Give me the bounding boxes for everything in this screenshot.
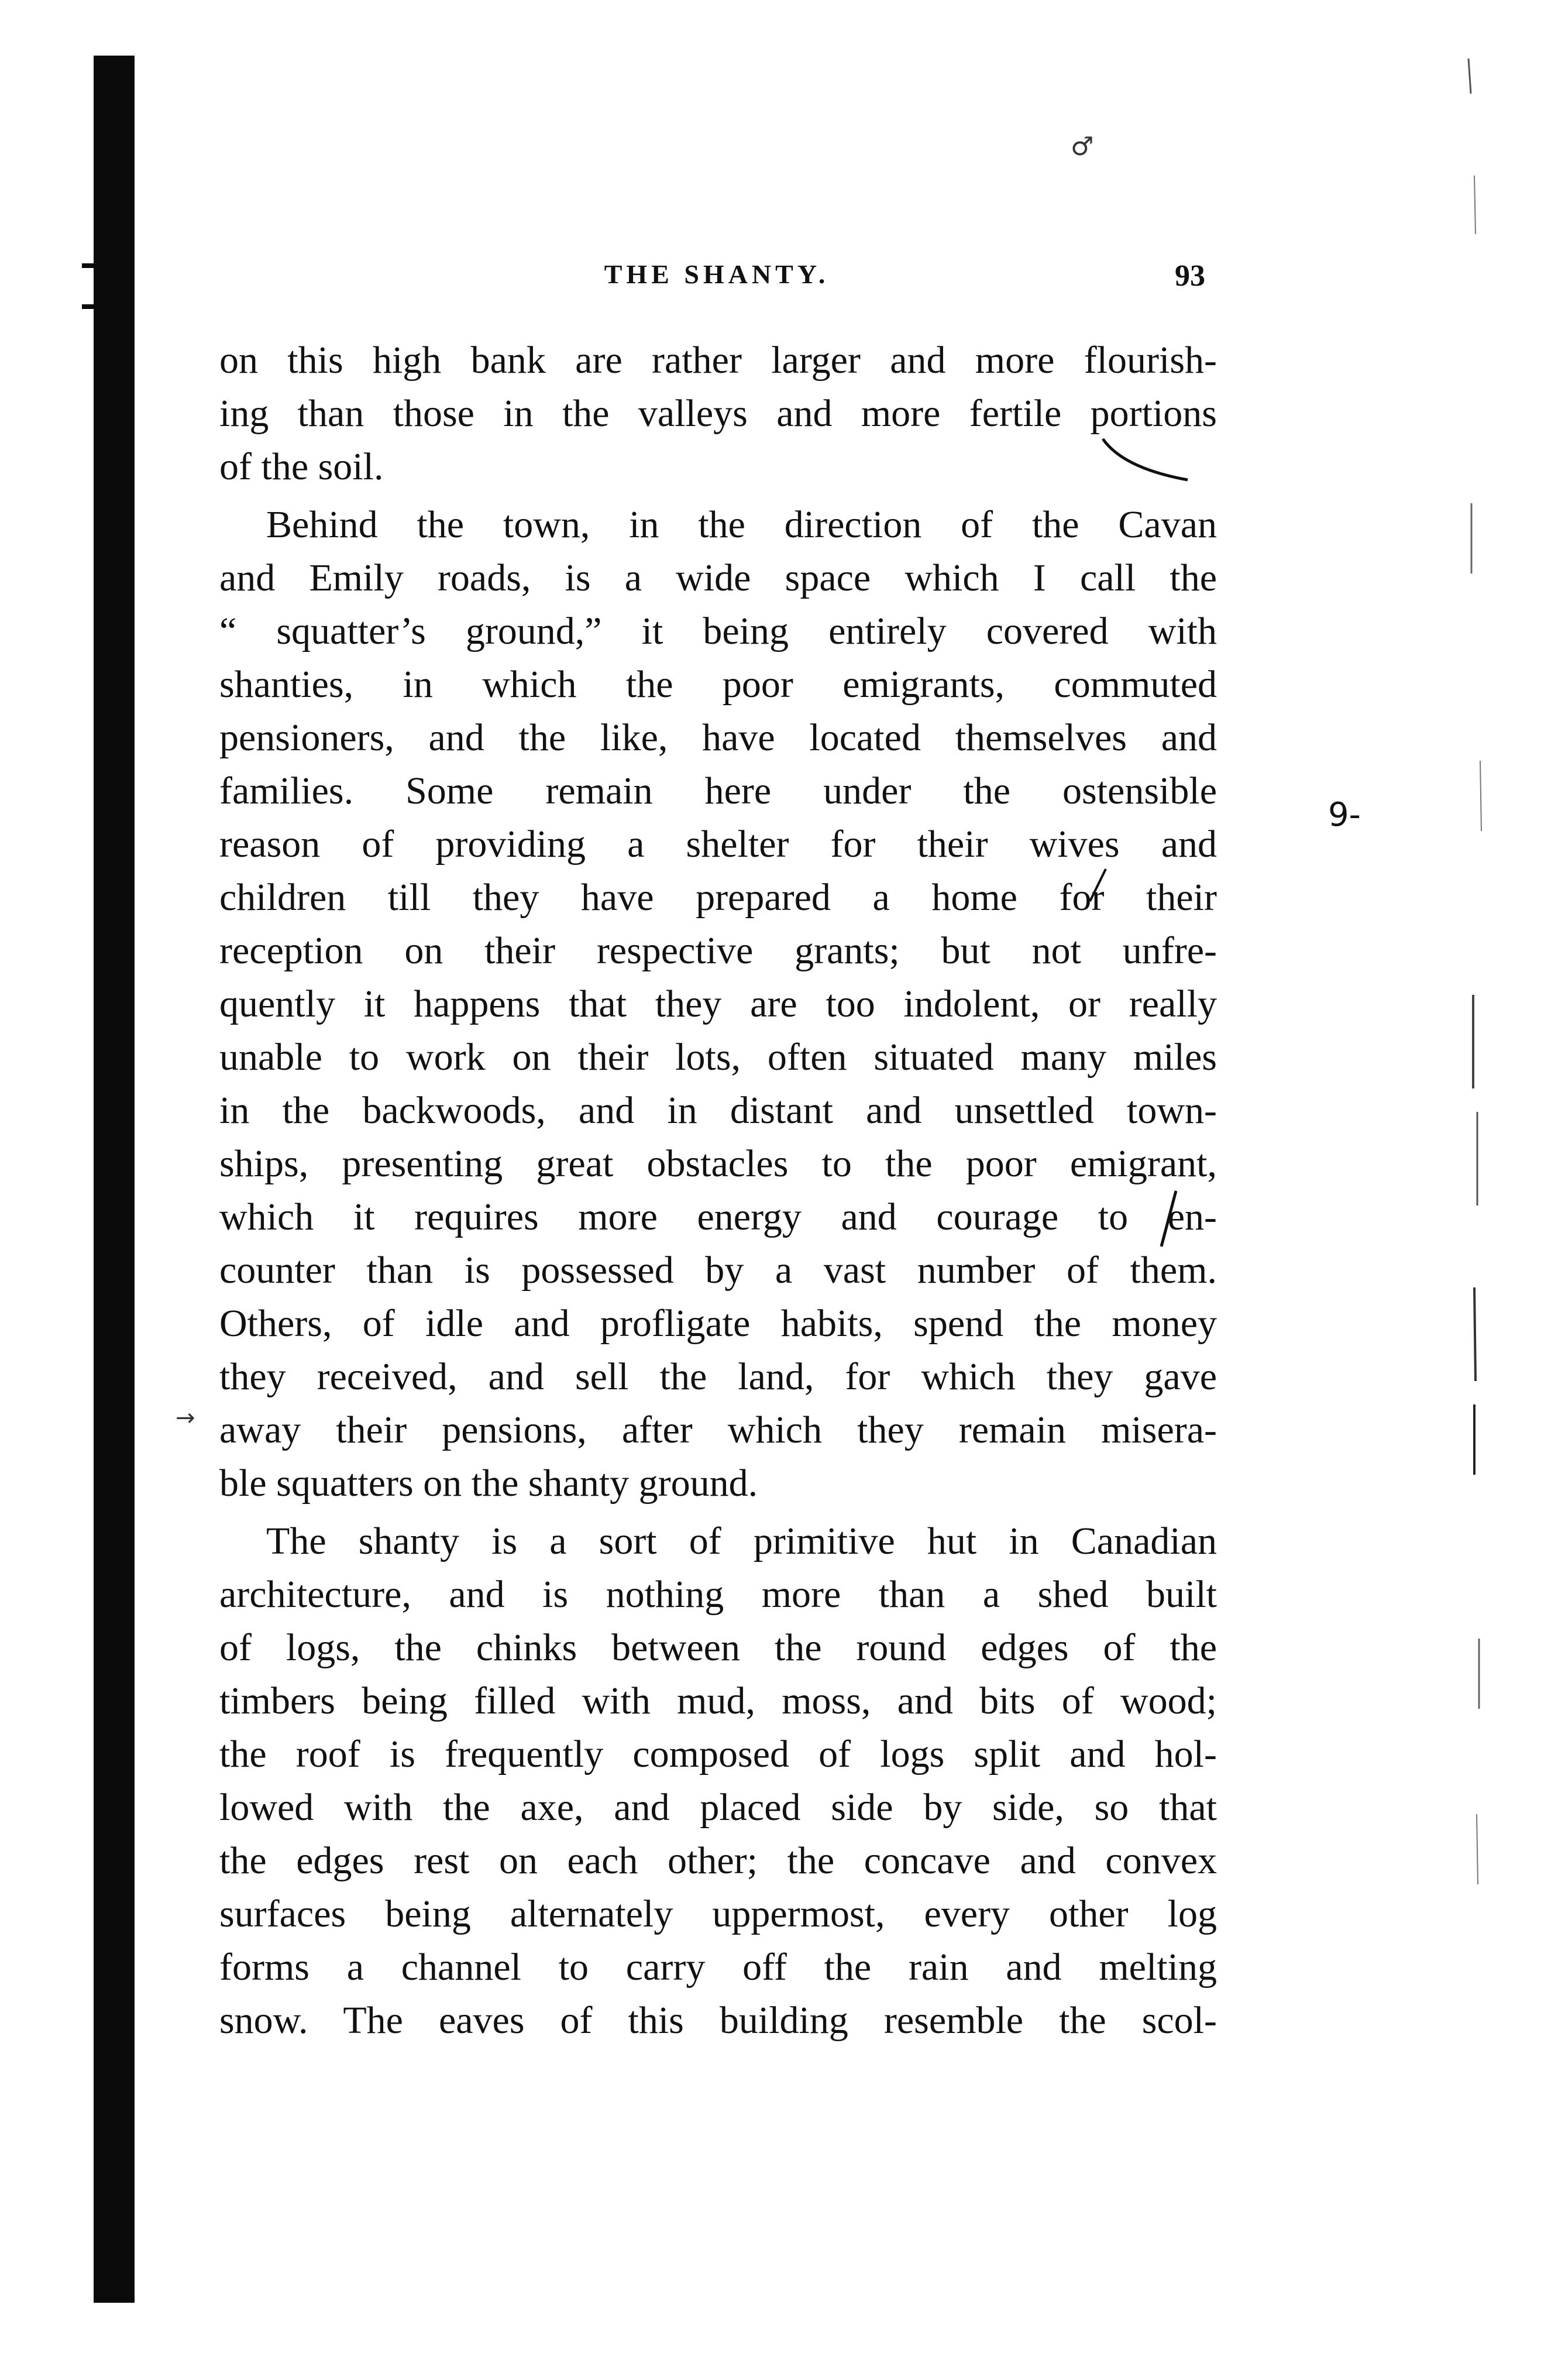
book-spine-shadow (94, 56, 135, 2303)
text-line: counter than is possessed by a vast number of them. (219, 1249, 1217, 1292)
pen-mark-their (1085, 866, 1109, 907)
pencil-mark-top: ♂ (1071, 132, 1094, 162)
pen-mark-encounter (1155, 1188, 1185, 1252)
spine-nick (82, 304, 99, 309)
text-line: quently it happens that they are too indolent, or really (219, 983, 1217, 1025)
text-line: snow. The eaves of this building resemble the scol- (219, 1999, 1217, 2042)
text-line: they received, and sell the land, for which they gave (219, 1355, 1217, 1398)
margin-note: 9- (1328, 796, 1361, 834)
paragraph-gap (219, 493, 1217, 498)
text-line: the roof is frequently composed of logs split and hol- (219, 1733, 1217, 1775)
text-line: architecture, and is nothing more than a shed built (219, 1573, 1217, 1616)
spine-nick (82, 263, 99, 268)
running-head: THE SHANTY. (604, 259, 830, 289)
text-line: children till they have prepared a home for their (219, 876, 1217, 919)
text-line: and Emily roads, is a wide space which I call the (219, 557, 1217, 599)
paragraph-gap (219, 1510, 1217, 1514)
text-line: in the backwoods, and in distant and unsettled town- (219, 1089, 1217, 1132)
text-line: Behind the town, in the direction of the Cavan (266, 503, 1217, 546)
text-line: shanties, in which the poor emigrants, commuted (219, 663, 1217, 706)
text-line: of the soil. (219, 445, 384, 488)
body-text (219, 334, 1217, 2047)
text-line: ble squatters on the shanty ground. (219, 1462, 758, 1505)
paragraph (219, 498, 1217, 1510)
page-header (216, 259, 1217, 300)
text-line: lowed with the axe, and placed side by side, so that (219, 1786, 1217, 1829)
text-line: The shanty is a sort of primitive hut in Canadian (266, 1520, 1217, 1562)
text-line: away their pensions, after which they remain misera- (219, 1409, 1217, 1451)
text-line: families. Some remain here under the ostensible (219, 770, 1217, 812)
arrow-mark: → (176, 1404, 195, 1431)
text-line: on this high bank are rather larger and more flourish- (219, 339, 1217, 382)
paragraph (219, 1514, 1217, 2047)
text-line: reason of providing a shelter for their wives and (219, 823, 1217, 866)
text-line: which it requires more energy and courage to en- (219, 1196, 1217, 1238)
text-line: timbers being filled with mud, moss, and bits of wood; (219, 1680, 1217, 1722)
text-line: forms a channel to carry off the rain and melting (219, 1946, 1217, 1989)
pen-mark-portions (1100, 433, 1194, 486)
text-line: ships, presenting great obstacles to the poor emigrant, (219, 1142, 1217, 1185)
right-edge-bleed-marks (1463, 59, 1521, 2224)
page-number: 93 (1175, 259, 1205, 293)
text-line: ing than those in the valleys and more fertile portions (219, 392, 1217, 435)
text-line: surfaces being alternately uppermost, every other log (219, 1893, 1217, 1935)
text-line: of logs, the chinks between the round edges of the (219, 1626, 1217, 1669)
paragraph (219, 334, 1217, 493)
text-line: Others, of idle and profligate habits, spend the money (219, 1302, 1217, 1345)
text-line: “ squatter’s ground,” it being entirely covered with (219, 610, 1217, 652)
text-line: the edges rest on each other; the concave and convex (219, 1839, 1217, 1882)
text-line: unable to work on their lots, often situated many miles (219, 1036, 1217, 1079)
text-line: pensioners, and the like, have located themselves and (219, 716, 1217, 759)
text-line: reception on their respective grants; but not unfre- (219, 929, 1217, 972)
